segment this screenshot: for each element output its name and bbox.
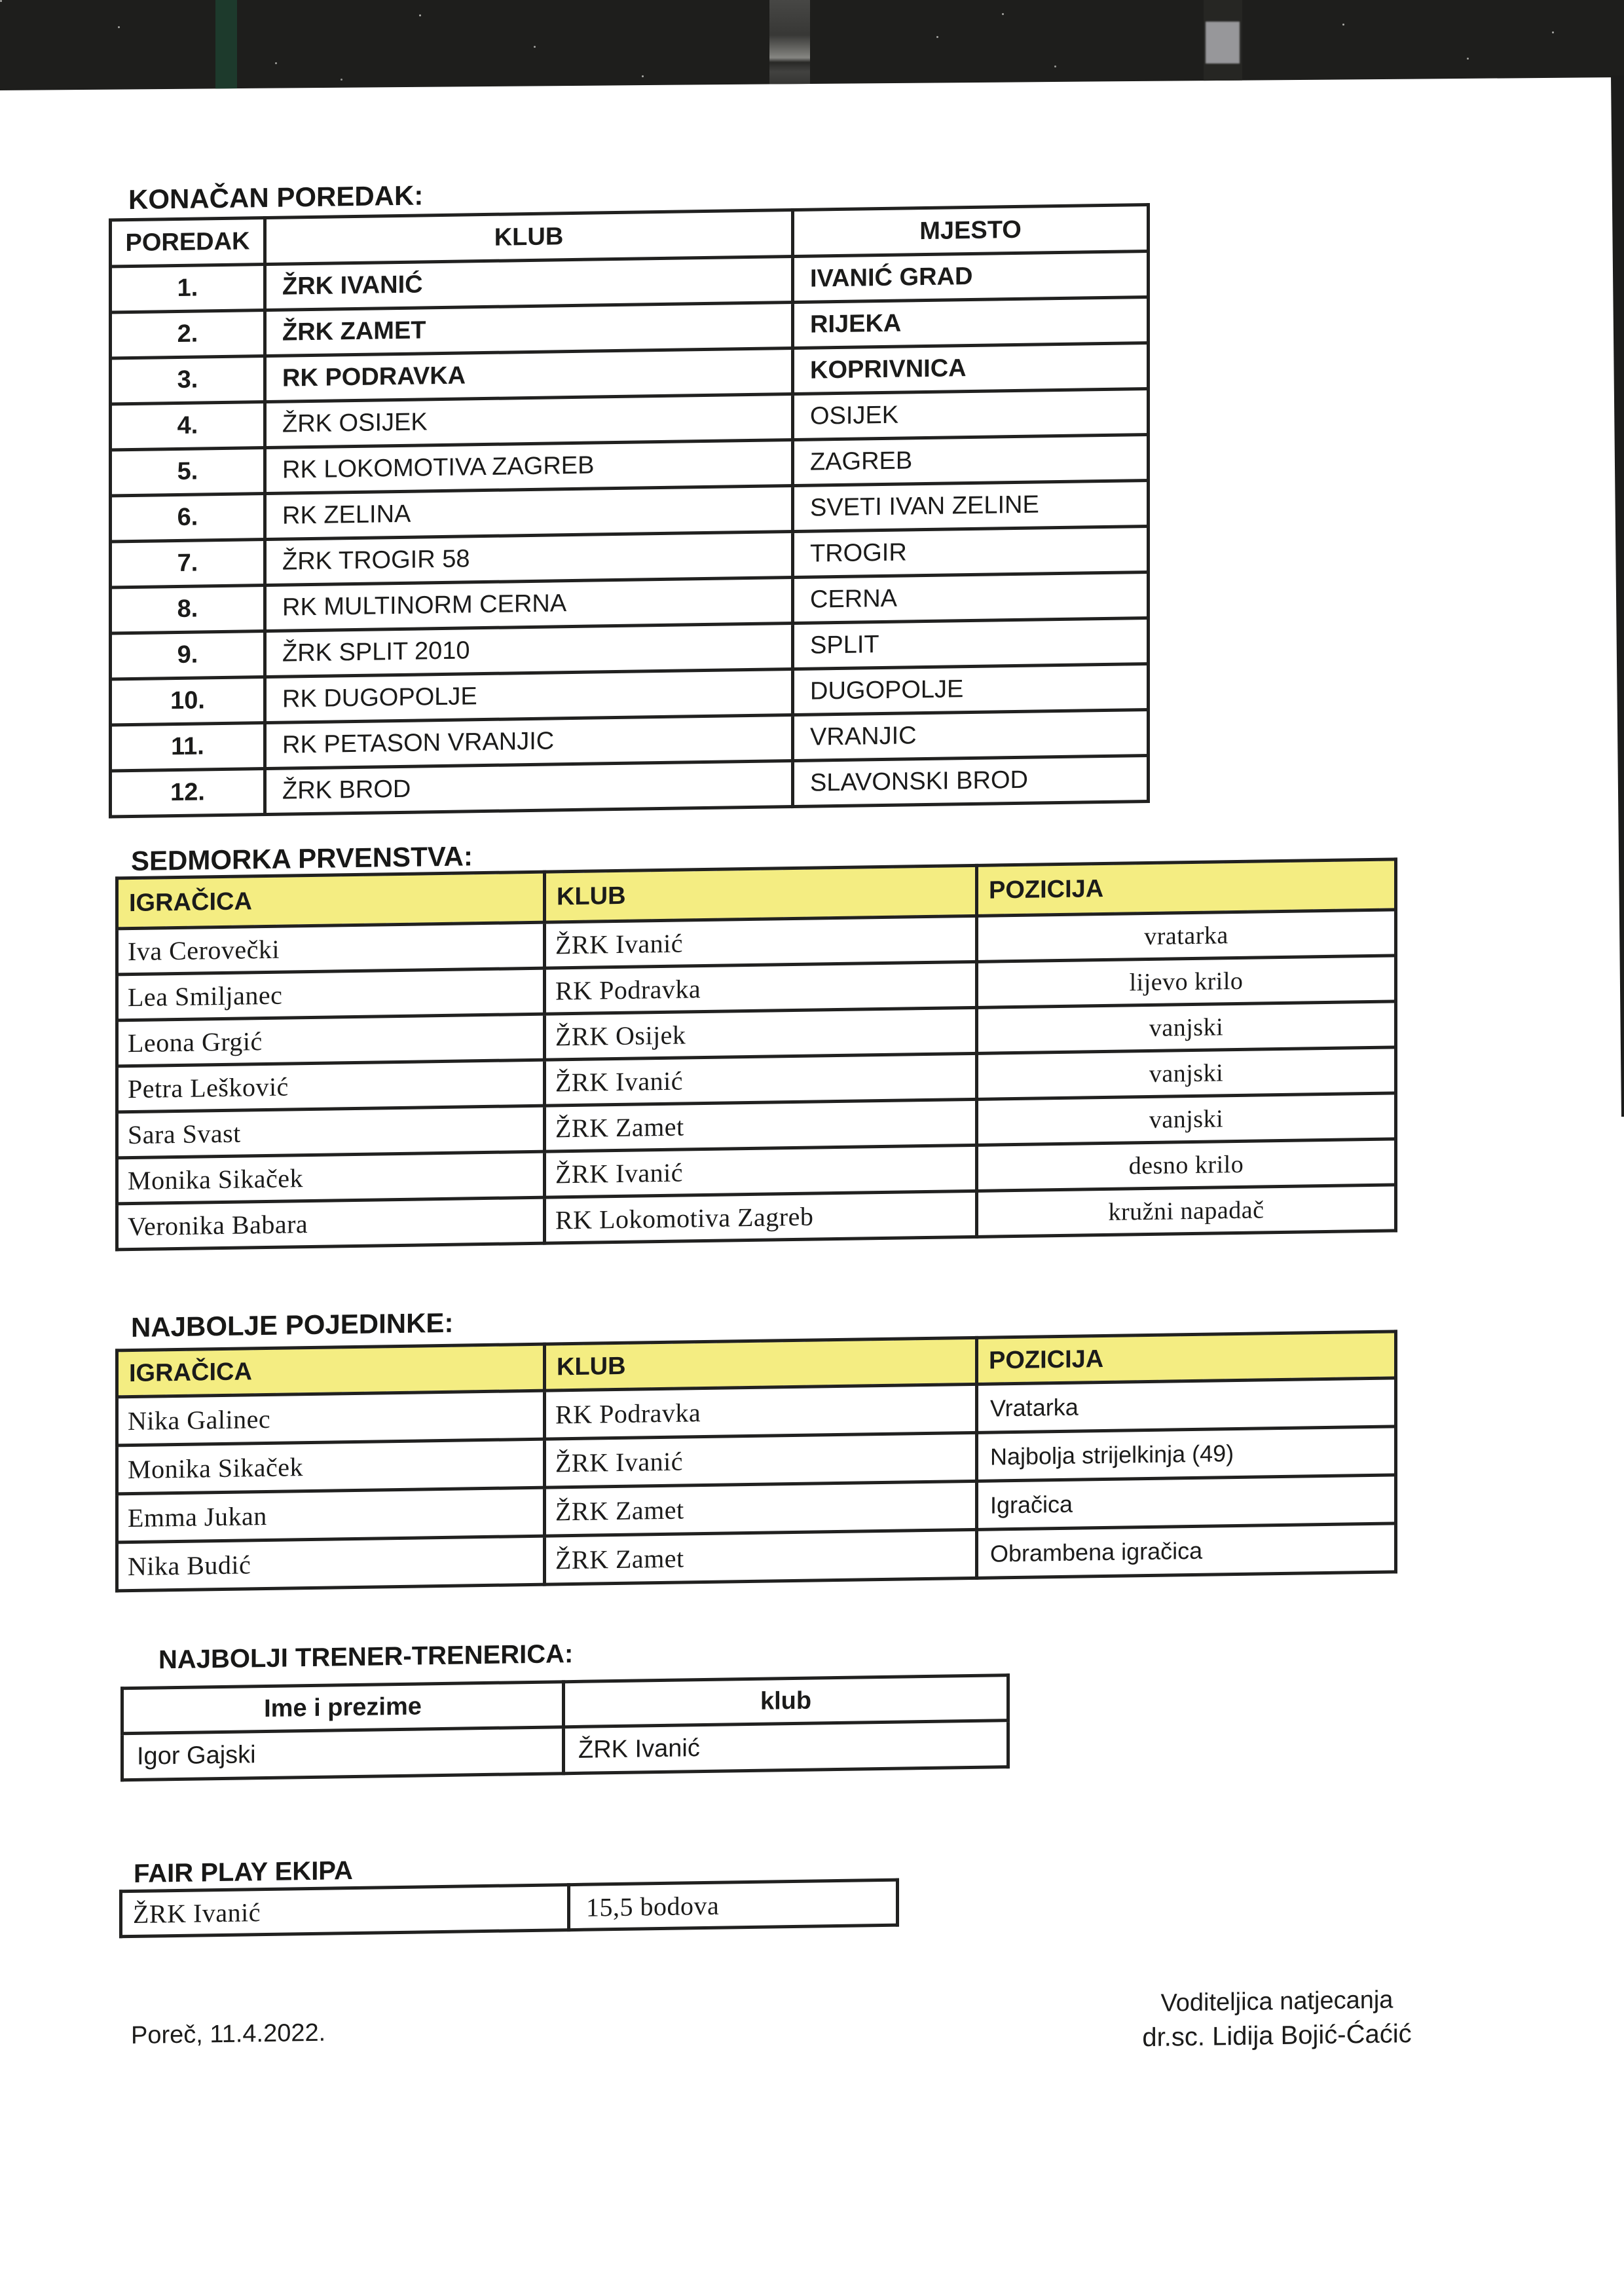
- column-header-klub: klub: [564, 1675, 1008, 1727]
- final-standings-table: [109, 203, 1150, 819]
- table-cell: 12.: [111, 768, 265, 817]
- column-header-igracica: IGRAČICA: [117, 1344, 545, 1397]
- table-cell: Iva Cerovečki: [117, 922, 545, 975]
- table-cell: RK MULTINORM CERNA: [265, 578, 793, 631]
- table-cell: vratarka: [977, 910, 1396, 961]
- table-cell: 7.: [111, 539, 265, 588]
- table-cell: Igračica: [977, 1475, 1396, 1529]
- table-cell: RK Podravka: [545, 1384, 977, 1439]
- table-cell: Monika Sikaček: [117, 1439, 545, 1494]
- table-cell: 2.: [111, 310, 265, 358]
- table-cell: Nika Galinec: [117, 1390, 545, 1446]
- signature-role: Voditeljica natjecanja: [1160, 1986, 1393, 2017]
- table-cell: ŽRK BROD: [265, 761, 793, 815]
- table-cell: 1.: [111, 264, 265, 312]
- table-cell: IVANIĆ GRAD: [793, 251, 1149, 302]
- fair-play-title: FAIR PLAY EKIPA: [134, 1856, 353, 1888]
- table-cell: Igor Gajski: [122, 1727, 564, 1780]
- table-cell: VRANJIC: [793, 709, 1149, 760]
- table-cell: vanjski: [977, 1093, 1396, 1145]
- table-cell: DUGOPOLJE: [793, 663, 1149, 715]
- table-cell: RK PODRAVKA: [265, 348, 793, 402]
- table-cell: RK DUGOPOLJE: [265, 669, 793, 723]
- table-cell: TROGIR: [793, 526, 1149, 577]
- best-coach-title: NAJBOLJI TRENER-TRENERICA:: [158, 1639, 574, 1675]
- final-standings-title: KONAČAN POREDAK:: [128, 179, 424, 215]
- table-cell: desno krilo: [977, 1139, 1396, 1191]
- column-header-name: Ime i prezime: [122, 1682, 564, 1734]
- table-cell: Monika Sikaček: [117, 1151, 545, 1204]
- table-cell: Obrambena igračica: [977, 1523, 1396, 1578]
- table-cell: 9.: [111, 631, 265, 679]
- table-cell: ŽRK Zamet: [545, 1099, 977, 1151]
- table-cell: RIJEKA: [793, 297, 1149, 348]
- best-individuals-title: NAJBOLJE POJEDINKE:: [131, 1307, 454, 1343]
- table-cell: ŽRK Ivanić: [545, 916, 977, 968]
- best-individuals-table: [115, 1330, 1397, 1592]
- best-coach-table: [120, 1673, 1010, 1782]
- table-cell: vanjski: [977, 1001, 1396, 1053]
- table-cell: ZAGREB: [793, 434, 1149, 485]
- table-cell: RK LOKOMOTIVA ZAGREB: [265, 440, 793, 494]
- table-cell: 15,5 bodova: [569, 1880, 898, 1930]
- table-cell: ŽRK OSIJEK: [265, 394, 793, 448]
- column-header-pozicija: POZICIJA: [977, 859, 1396, 916]
- footer-place-date: Poreč, 11.4.2022.: [131, 2019, 326, 2050]
- signature-name: dr.sc. Lidija Bojić-Ćaćić: [1142, 2019, 1412, 2053]
- table-cell: SPLIT: [793, 618, 1149, 669]
- table-cell: CERNA: [793, 572, 1149, 623]
- footer-signature-block: [1107, 1985, 1447, 2053]
- column-header-igracica: IGRAČICA: [117, 872, 545, 929]
- table-cell: ŽRK Ivanić: [545, 1145, 977, 1197]
- table-cell: ŽRK Osijek: [545, 1007, 977, 1060]
- table-cell: lijevo krilo: [977, 956, 1396, 1007]
- table-cell: RK Lokomotiva Zagreb: [545, 1191, 977, 1243]
- table-cell: SVETI IVAN ZELINE: [793, 480, 1149, 531]
- table-cell: 8.: [111, 585, 265, 633]
- table-cell: KOPRIVNICA: [793, 343, 1149, 394]
- table-cell: 10.: [111, 677, 265, 725]
- table-row: [121, 1880, 898, 1937]
- table-cell: Emma Jukan: [117, 1487, 545, 1542]
- table-cell: 5.: [111, 447, 265, 496]
- championship-seven-table: [115, 857, 1397, 1251]
- table-cell: SLAVONSKI BROD: [793, 755, 1149, 806]
- table-cell: vanjski: [977, 1047, 1396, 1099]
- table-cell: ŽRK Zamet: [545, 1529, 977, 1584]
- table-cell: Veronika Babara: [117, 1197, 545, 1250]
- column-header-pozicija: POZICIJA: [977, 1332, 1396, 1384]
- table-cell: Leona Grgić: [117, 1014, 545, 1066]
- table-cell: ŽRK Zamet: [545, 1481, 977, 1536]
- column-header-klub: KLUB: [265, 210, 793, 265]
- table-cell: kružni napadač: [977, 1185, 1396, 1237]
- table-cell: RK ZELINA: [265, 486, 793, 540]
- table-cell: ŽRK Ivanić: [545, 1432, 977, 1487]
- table-cell: RK Podravka: [545, 961, 977, 1014]
- championship-seven-title: SEDMORKA PRVENSTVA:: [131, 840, 473, 877]
- table-cell: ŽRK IVANIĆ: [265, 257, 793, 310]
- table-cell: ŽRK Ivanić: [545, 1053, 977, 1106]
- column-header-mjesto: MJESTO: [793, 204, 1149, 256]
- table-cell: ŽRK Ivanić: [564, 1721, 1008, 1774]
- table-cell: OSIJEK: [793, 388, 1149, 439]
- table-cell: 11.: [111, 722, 265, 771]
- table-cell: Sara Svast: [117, 1106, 545, 1158]
- table-cell: Lea Smiljanec: [117, 968, 545, 1020]
- table-cell: 4.: [111, 401, 265, 450]
- column-header-klub: KLUB: [545, 865, 977, 922]
- table-cell: 3.: [111, 356, 265, 404]
- table-cell: Vratarka: [977, 1378, 1396, 1432]
- column-header-klub: KLUB: [545, 1337, 977, 1390]
- table-cell: 6.: [111, 493, 265, 542]
- table-cell: Nika Budić: [117, 1536, 545, 1591]
- table-cell: ŽRK ZAMET: [265, 303, 793, 356]
- table-cell: Najbolja strijelkinja (49): [977, 1427, 1396, 1481]
- table-cell: Petra Lešković: [117, 1060, 545, 1112]
- table-cell: RK PETASON VRANJIC: [265, 715, 793, 769]
- table-cell: ŽRK TROGIR 58: [265, 532, 793, 586]
- table-cell: ŽRK Ivanić: [121, 1885, 569, 1937]
- column-header-poredak: POREDAK: [111, 217, 265, 267]
- table-cell: ŽRK SPLIT 2010: [265, 624, 793, 677]
